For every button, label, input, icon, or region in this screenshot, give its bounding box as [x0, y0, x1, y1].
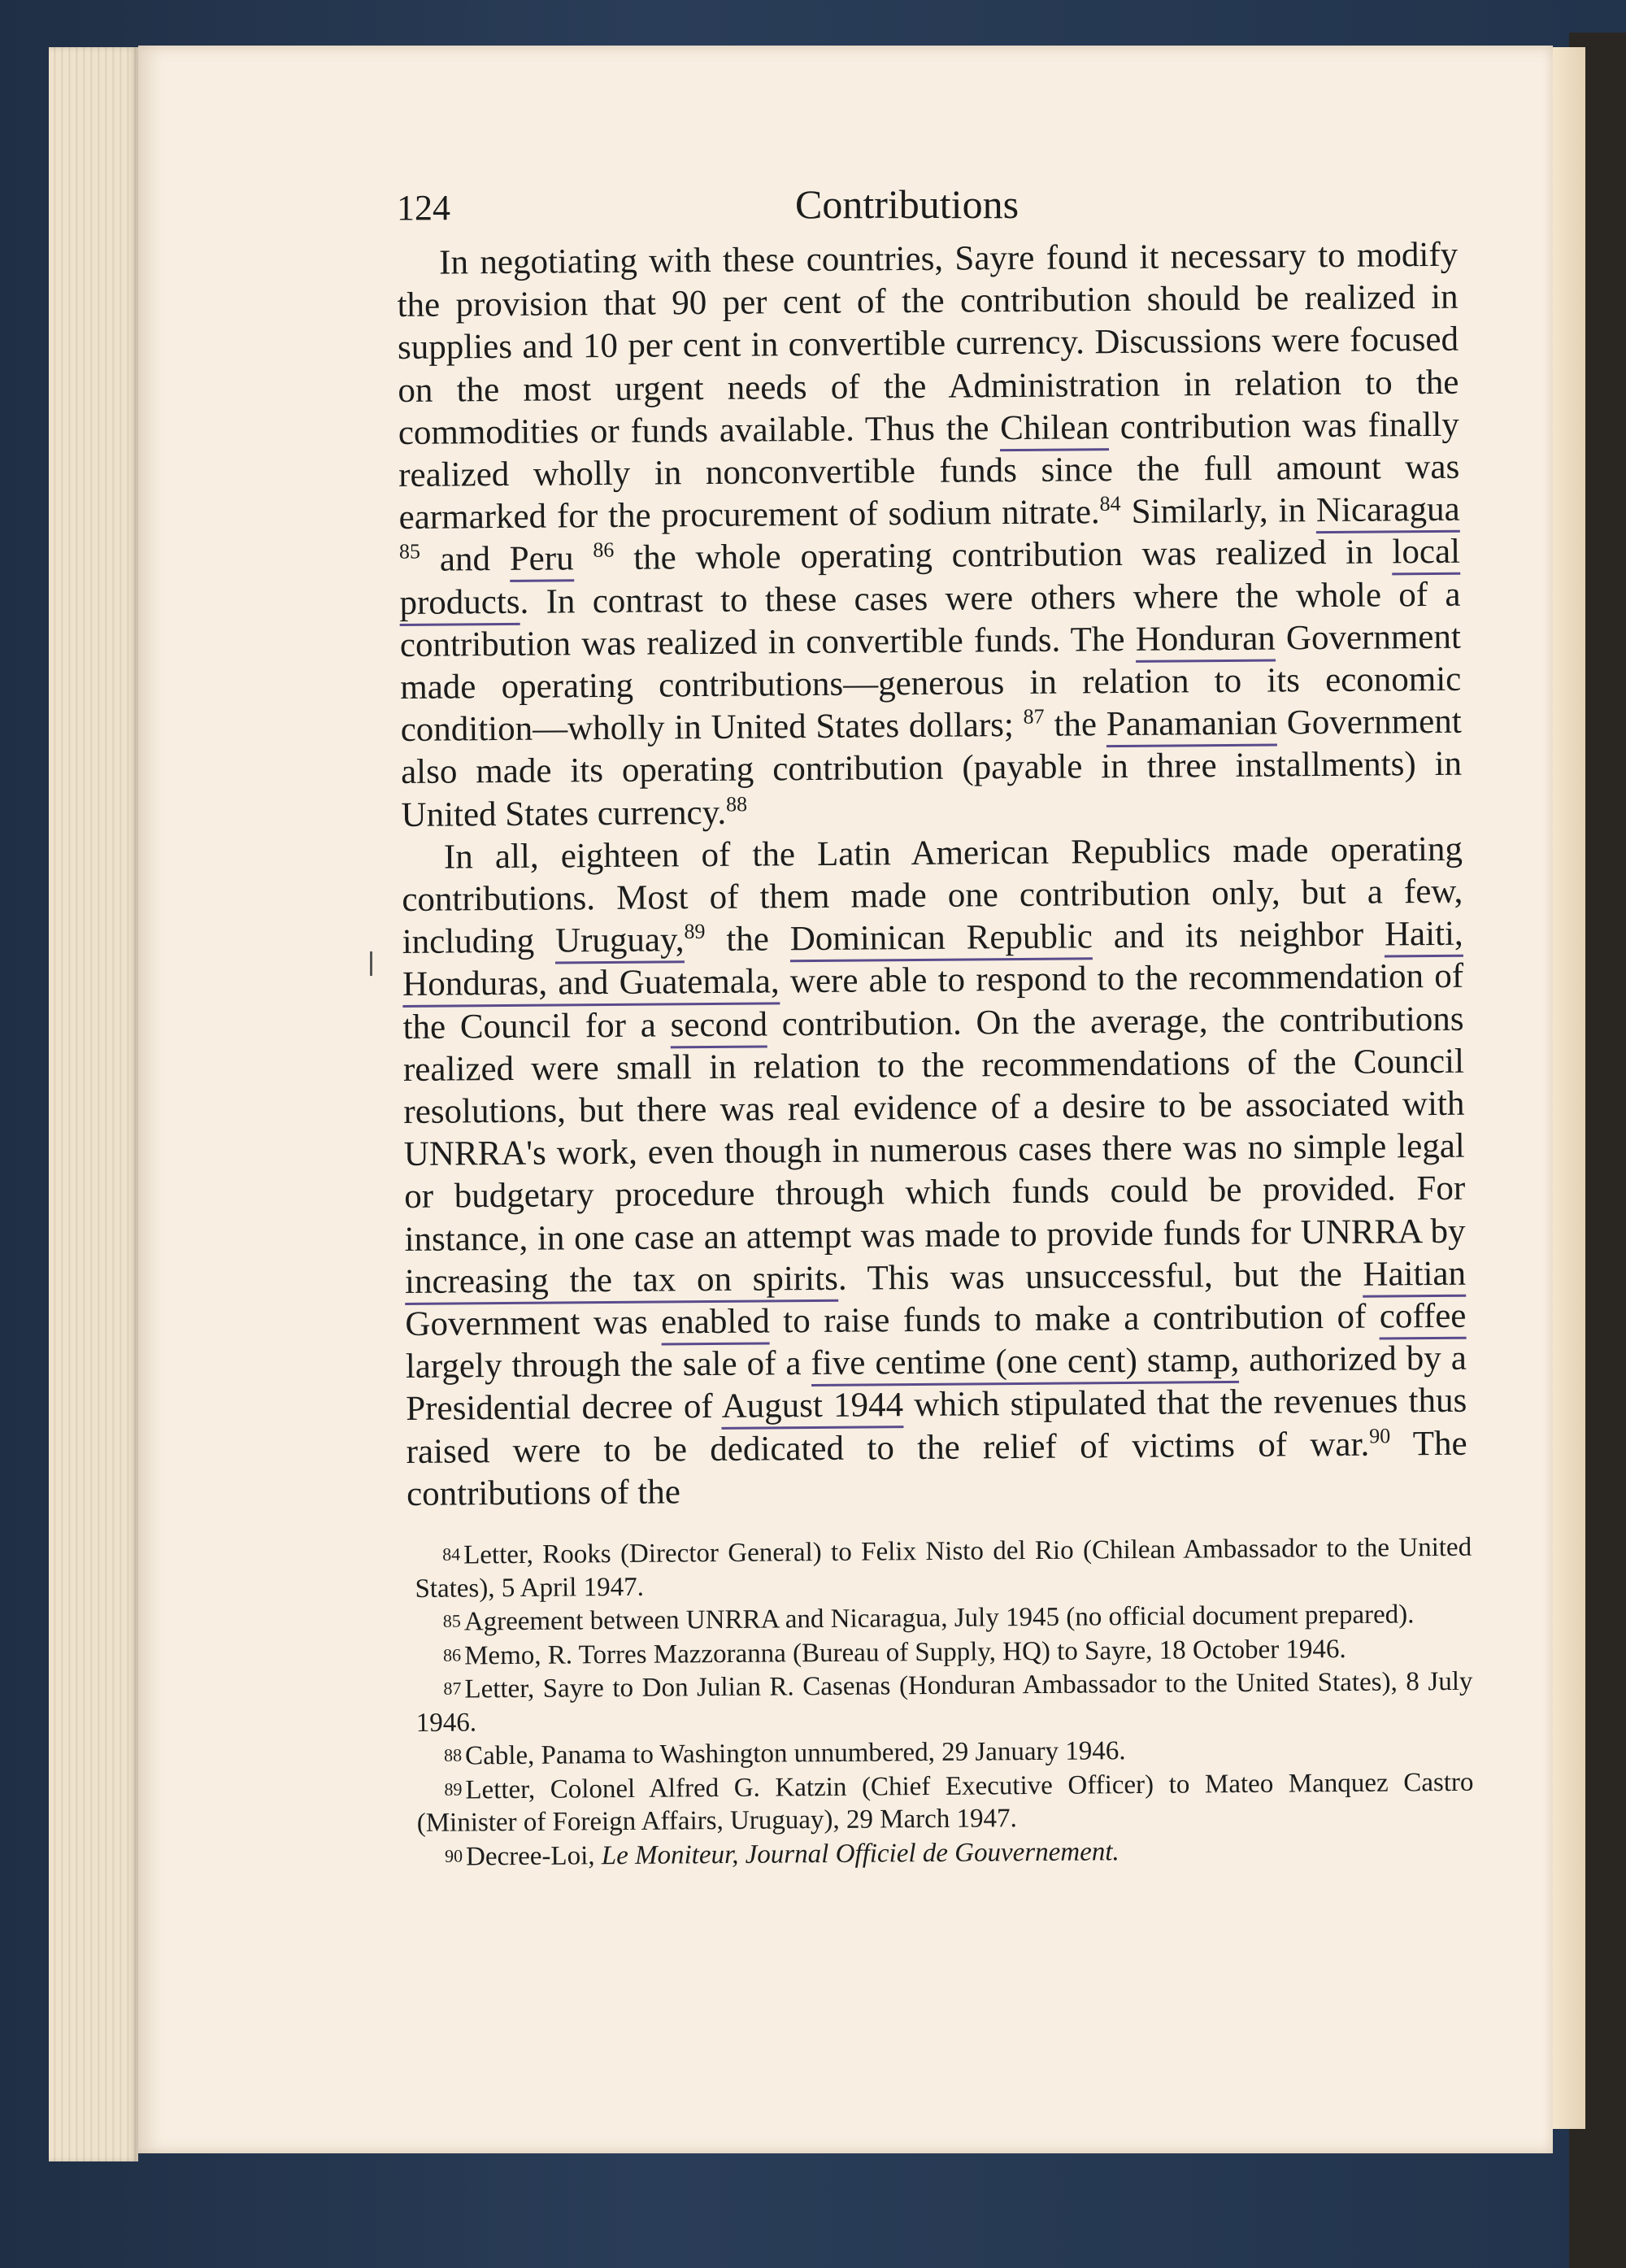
- footnote-89: 89 Letter, Colonel Alfred G. Katzin (Chief Executive Officer) to Mateo Manquez Castro (Minister of Foreign Affairs, Uruguay), 29 March 1947.: [416, 1767, 1474, 1838]
- underlined-panamanian: Panamanian: [1106, 704, 1278, 748]
- body-text: [397, 234, 1467, 1516]
- underlined-honduran: Honduran: [1136, 619, 1276, 662]
- underlined-peru: Peru: [510, 540, 574, 583]
- paragraph-1: In negotiating with these countries, Sayre found it necessary to modify the provision that 90 per cent of the contribution should be realized in supplies and 10 per cent in convertible currency. Discussions were focused on the most urgent needs of the Administration in relation to the commodities or funds available. Thus the Chilean contribution was finally realized wholly in nonconvertible funds since the full amount was earmarked for the procurement of sodium nitrate.$^{84}$ Similarly, in Nicaragua $^{85}$ and Peru $^{86}$ the whole operating contribution was realized in local products. In contrast to these cases were others where the whole of a contribution was realized in convertible funds. The Honduran Government made operating contributions—generous in relation to its economic condition—wholly in United States dollars; $^{87}$ the Panamanian Government also made its operating contribution (payable in three installments) in United States currency.$^{88}$: [397, 235, 1463, 834]
- footnote-ref-88: 88: [725, 791, 748, 816]
- footnote-ref-90: 90: [1369, 1423, 1391, 1448]
- underlined-haiti: Haiti,: [1385, 915, 1463, 958]
- page-edges: [49, 47, 138, 2161]
- footnote-ref-87: 87: [1023, 704, 1045, 729]
- underlined-enabled: enabled: [661, 1303, 770, 1346]
- underlined-haitian: Haitian: [1363, 1255, 1466, 1298]
- facing-page-edge: [1553, 47, 1585, 2129]
- underlined-uruguay: Uruguay,: [555, 921, 685, 964]
- underlined-coffee: coffee: [1380, 1297, 1467, 1340]
- footnote-90: 90 Decree-Loi, Le Moniteur, Journal Officiel de Gouvernement.: [444, 1836, 1120, 1872]
- underlined-chilean: Chilean: [1000, 408, 1109, 451]
- footnote-87: 87 Letter, Sayre to Don Julian R. Casenas (Honduran Ambassador to the United States), 8 July 1946.: [415, 1666, 1473, 1738]
- page-header: [397, 181, 1454, 237]
- footnote-ref-85: 85: [398, 539, 421, 564]
- footnote-ref-86: 86: [593, 538, 615, 563]
- footnote-88: 88 Cable, Panama to Washington unnumbered, 29 January 1946.: [443, 1736, 1126, 1771]
- underlined-five-centime-stamp: five centime (one cent) stamp,: [811, 1341, 1239, 1386]
- footnotes: [415, 1530, 1474, 1874]
- footnote-85: 85 Agreement between UNRRA and Nicaragua, July 1945 (no official document prepared).: [442, 1600, 1415, 1637]
- underlined-tax-on-spirits: increasing the tax on spirits: [405, 1260, 838, 1305]
- page-number: 124: [397, 188, 450, 228]
- underlined-dominican-republic: Dominican Republic: [790, 918, 1093, 963]
- underlined-august-1944: August 1944: [721, 1386, 903, 1430]
- footnote-ref-84: 84: [1099, 491, 1121, 516]
- underlined-honduras-guatemala: Honduras, and Guatemala,: [402, 963, 780, 1008]
- footnote-ref-89: 89: [684, 919, 706, 944]
- running-title: Contributions: [795, 181, 1020, 227]
- footnote-86: 86 Memo, R. Torres Mazzoranna (Bureau of Supply, HQ) to Sayre, 18 October 1946.: [443, 1634, 1346, 1671]
- underlined-second: second: [670, 1005, 767, 1048]
- underlined-nicaragua: Nicaragua: [1316, 490, 1460, 533]
- paragraph-2: In all, eighteen of the Latin American Republics made operating contributions. Most of them made one contribution only, but a few, including Uruguay,$^{89}$ the Dominican Republic and its neighbor Haiti, Honduras, and Guatemala, were able to respond to the recommendation of the Council for a second contribution. On the average, the contributions realized were small in relation to the recommendations of the Council resolutions, but there was real evidence of a desire to be associated with UNRRA's work, even though in numerous cases there was no simple legal or budgetary procedure through which funds could be provided. For instance, in one case an attempt was made to provide funds for UNRRA by increasing the tax on spirits. This was unsuccessful, but the Haitian Government was enabled to raise funds to make a contribution of coffee largely through the sale of a five centime (one cent) stamp, authorized by a Presidential decree of August 1944 which stipulated that the revenues thus raised were to be dedicated to the relief of victims of war.$^{90}$ The contributions of the: [402, 829, 1467, 1513]
- footnote-84: 84 Letter, Rooks (Director General) to Felix Nisto del Rio (Chilean Ambassador to the United States), 5 April 1947.: [415, 1532, 1472, 1604]
- underlined-local-products: local products: [399, 533, 1460, 625]
- margin-pencil-mark: [370, 951, 372, 976]
